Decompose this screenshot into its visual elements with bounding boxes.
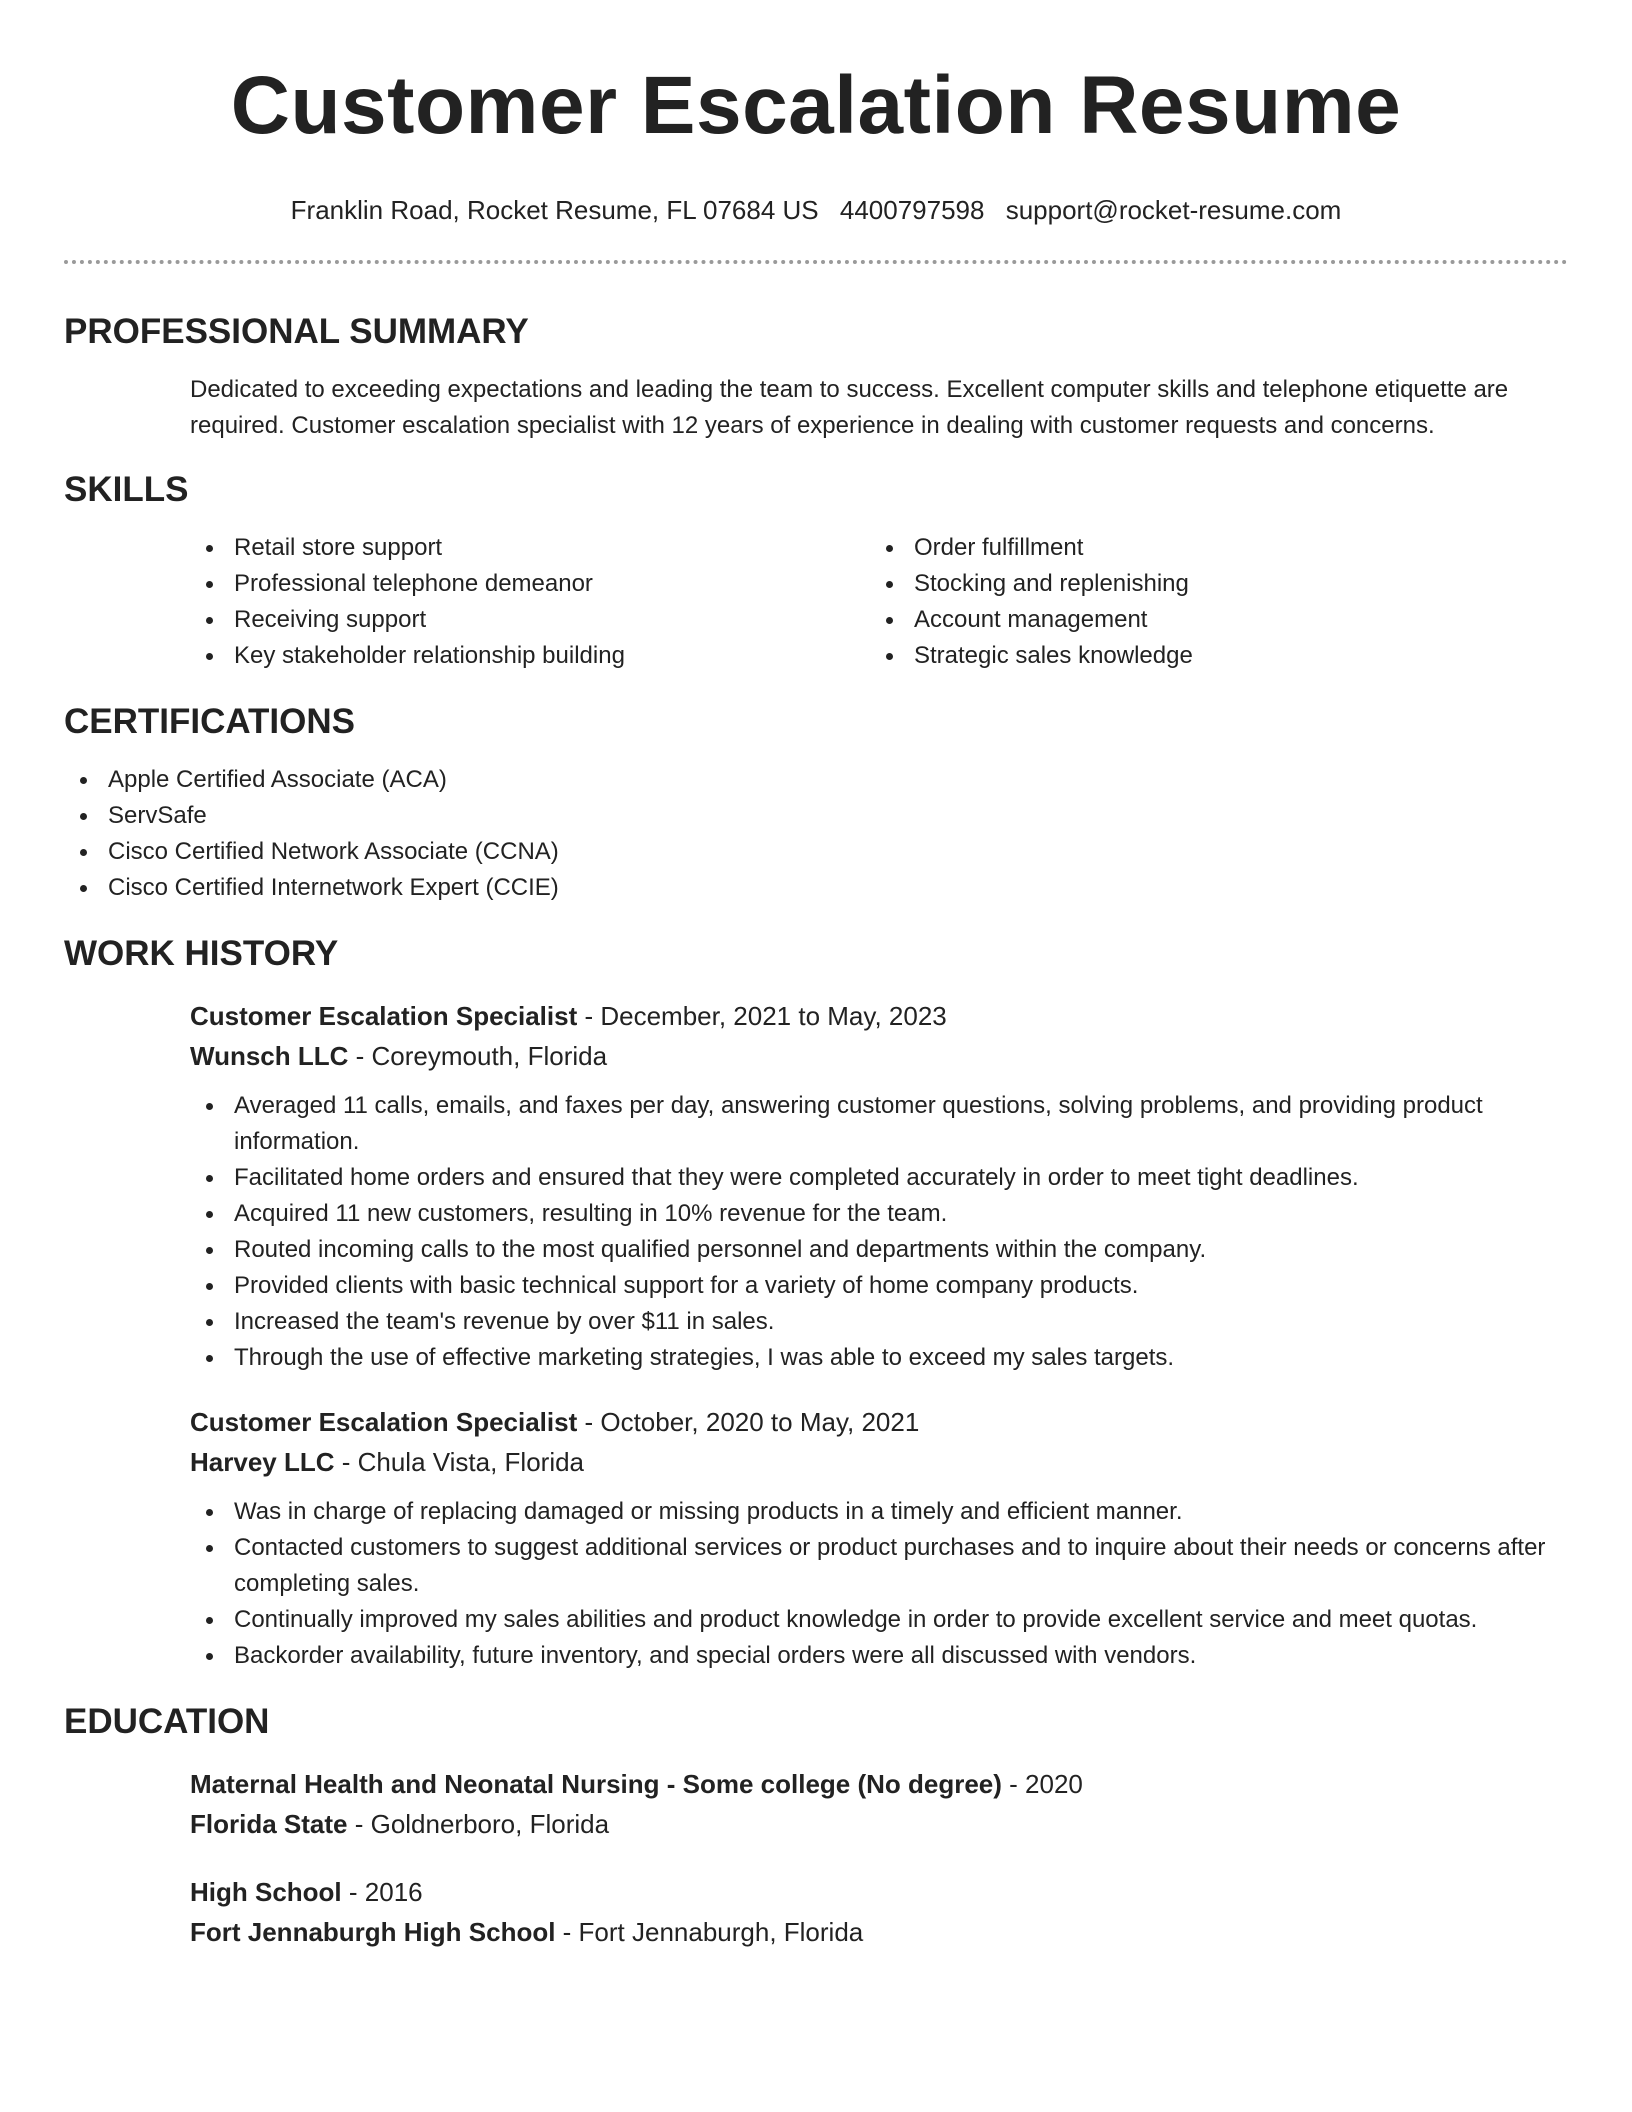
- job-bullets: [190, 1088, 1568, 1376]
- contact-address: Franklin Road, Rocket Resume, FL 07684 US: [290, 195, 819, 225]
- job-location: - Coreymouth, Florida: [348, 1041, 608, 1071]
- education-location: - Fort Jennaburgh, Florida: [555, 1917, 864, 1947]
- job-bullet: Backorder availability, future inventory, and special orders were all discussed with vendors.: [190, 1638, 1568, 1674]
- contact-line: [64, 194, 1568, 226]
- skill-item: Account management: [870, 602, 1550, 638]
- education-school: Florida State: [190, 1809, 348, 1839]
- education-degree: High School: [190, 1877, 342, 1907]
- education-school: Fort Jennaburgh High School: [190, 1917, 556, 1947]
- education-entry: [190, 1764, 1568, 1844]
- job-dates: - December, 2021 to May, 2023: [577, 1001, 947, 1031]
- contact-email: support@rocket-resume.com: [1005, 195, 1342, 225]
- skill-item: Order fulfillment: [870, 530, 1550, 566]
- skills-grid: [190, 530, 1568, 674]
- job-company: Harvey LLC: [190, 1447, 335, 1477]
- education-degree-line: [190, 1872, 1568, 1912]
- skill-item: Stocking and replenishing: [870, 566, 1550, 602]
- job-bullet: Acquired 11 new customers, resulting in 10% revenue for the team.: [190, 1196, 1568, 1232]
- certification-item: Cisco Certified Network Associate (CCNA): [64, 834, 1568, 870]
- job-entry: [190, 1402, 1568, 1674]
- contact-phone: 4400797598: [839, 195, 985, 225]
- summary-heading: PROFESSIONAL SUMMARY: [64, 312, 529, 351]
- education-degree: Maternal Health and Neonatal Nursing - Some college (No degree): [190, 1769, 1002, 1799]
- job-bullets: [190, 1494, 1568, 1674]
- certification-item: Apple Certified Associate (ACA): [64, 762, 1568, 798]
- skills-left-column: [190, 530, 870, 674]
- job-company: Wunsch LLC: [190, 1041, 349, 1071]
- job-bullet: Averaged 11 calls, emails, and faxes per day, answering customer questions, solving problems, and providing product information.: [190, 1088, 1568, 1160]
- skills-right-column: [870, 530, 1550, 674]
- job-role: Customer Escalation Specialist: [190, 1001, 578, 1031]
- resume-title: Customer Escalation Resume: [230, 60, 1402, 151]
- certifications-list: [64, 762, 1568, 906]
- job-bullet: Routed incoming calls to the most qualified personnel and departments within the company.: [190, 1232, 1568, 1268]
- skill-item: Strategic sales knowledge: [870, 638, 1550, 674]
- skill-item: Receiving support: [190, 602, 870, 638]
- education-school-line: [190, 1804, 1568, 1844]
- job-entry: [190, 996, 1568, 1376]
- job-bullet: Was in charge of replacing damaged or missing products in a timely and efficient manner.: [190, 1494, 1568, 1530]
- job-bullet: Continually improved my sales abilities and product knowledge in order to provide excellent service and meet quotas.: [190, 1602, 1568, 1638]
- education-year: - 2020: [1001, 1769, 1083, 1799]
- job-location: - Chula Vista, Florida: [334, 1447, 585, 1477]
- job-bullet: Increased the team's revenue by over $11 in sales.: [190, 1304, 1568, 1340]
- job-bullet: Facilitated home orders and ensured that they were completed accurately in order to meet tight deadlines.: [190, 1160, 1568, 1196]
- certification-item: Cisco Certified Internetwork Expert (CCIE): [64, 870, 1568, 906]
- work-history-heading: WORK HISTORY: [64, 934, 339, 973]
- summary-text: Dedicated to exceeding expectations and leading the team to success. Excellent computer skills and telephone etiquette are required. Customer escalation specialist with 12 years of experience in dealing with customer requests and concerns.: [190, 376, 1509, 439]
- education-school-line: [190, 1912, 1568, 1952]
- job-bullet: Provided clients with basic technical support for a variety of home company products.: [190, 1268, 1568, 1304]
- certifications-heading: CERTIFICATIONS: [64, 702, 356, 741]
- skill-item: Professional telephone demeanor: [190, 566, 870, 602]
- skills-heading: SKILLS: [64, 470, 189, 509]
- education-heading: EDUCATION: [64, 1702, 270, 1741]
- job-company-line: [190, 1036, 1568, 1076]
- job-dates: - October, 2020 to May, 2021: [577, 1407, 920, 1437]
- job-bullet: Contacted customers to suggest additional services or product purchases and to inquire about their needs or concerns after completing sales.: [190, 1530, 1568, 1602]
- job-role-line: [190, 1402, 1568, 1442]
- education-location: - Goldnerboro, Florida: [347, 1809, 610, 1839]
- education-degree-line: [190, 1764, 1568, 1804]
- header-divider: [64, 260, 1568, 264]
- skill-item: Key stakeholder relationship building: [190, 638, 870, 674]
- skill-item: Retail store support: [190, 530, 870, 566]
- education-entry: [190, 1872, 1568, 1952]
- job-role: Customer Escalation Specialist: [190, 1407, 578, 1437]
- education-year: - 2016: [341, 1877, 423, 1907]
- job-role-line: [190, 996, 1568, 1036]
- certification-item: ServSafe: [64, 798, 1568, 834]
- job-bullet: Through the use of effective marketing strategies, I was able to exceed my sales targets.: [190, 1340, 1568, 1376]
- job-company-line: [190, 1442, 1568, 1482]
